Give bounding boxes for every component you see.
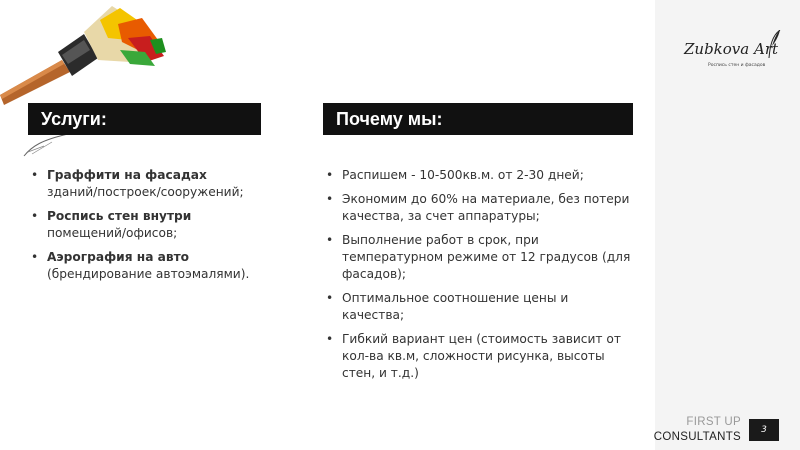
list-item	[29, 208, 279, 242]
service-detail: помещений/офисов;	[47, 226, 178, 240]
list-item: • Оптимальное соотношение цены и качества;	[324, 290, 634, 324]
page-number: 3	[749, 419, 779, 441]
footer-brand	[654, 415, 741, 445]
service-title: Аэрография на авто	[47, 250, 190, 264]
services-list	[29, 167, 279, 290]
service-detail: (брендирование автоэмалями).	[47, 267, 250, 281]
service-title: Роспись стен внутри	[47, 209, 192, 223]
logo-name: Zubkova Art	[684, 40, 779, 58]
logo	[684, 30, 784, 75]
services-heading: Услуги:	[28, 103, 261, 135]
logo-tagline: Роспись стен и фасадов	[708, 63, 766, 68]
service-title: Граффити на фасадах	[47, 168, 207, 182]
list-item: • Выполнение работ в срок, при температурном режиме от 12 градусов (для фасадов);	[324, 232, 634, 283]
service-detail: зданий/построек/сооружений;	[47, 185, 244, 199]
list-item	[29, 249, 279, 283]
list-item	[29, 167, 279, 201]
paint-brush-icon	[0, 0, 170, 110]
footer-brand-line1: FIRST UP	[686, 416, 741, 428]
list-item: • Гибкий вариант цен (стоимость зависит от кол-ва кв.м, сложности рисунка, высоты стен, и т.д.)	[324, 331, 634, 382]
list-item: • Экономим до 60% на материале, без потери качества, за счет аппаратуры;	[324, 191, 634, 225]
feather-quill-icon	[768, 30, 782, 60]
why-us-heading: Почему мы:	[323, 103, 633, 135]
why-us-list	[324, 167, 634, 389]
footer-brand-line2: CONSULTANTS	[653, 431, 741, 443]
list-item: • Распишем - 10-500кв.м. от 2-30 дней;	[324, 167, 634, 184]
